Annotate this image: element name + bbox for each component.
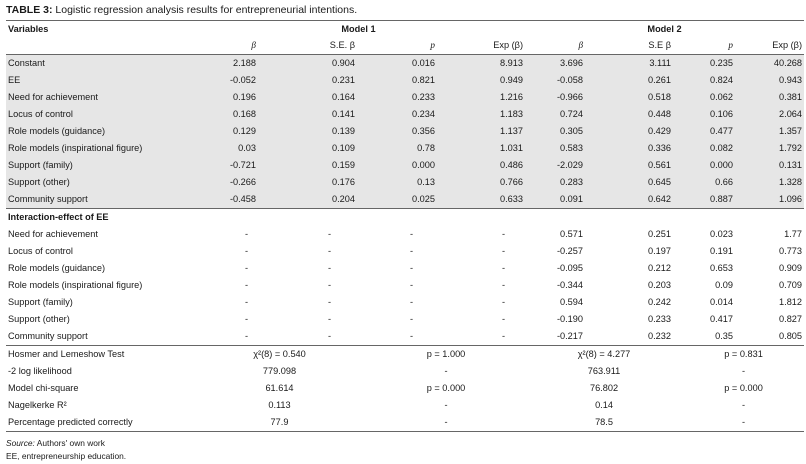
m2-se-header: S.E β	[607, 37, 683, 55]
model1-value: 0.356	[367, 123, 449, 140]
model2-value: 0.943	[765, 72, 804, 89]
model2-fit-p: p = 0.831	[724, 349, 763, 359]
model1-value: 0.13	[367, 174, 449, 191]
model2-value: 0.583	[525, 140, 607, 157]
interaction-heading-row	[6, 209, 804, 227]
model1-value: 0.904	[284, 55, 367, 73]
model1-value: -0.458	[192, 191, 284, 209]
model1-value: -	[501, 280, 506, 290]
model1-value: -	[409, 331, 413, 341]
m1-se-header: S.E. β	[284, 37, 367, 55]
regression-table	[6, 20, 804, 432]
model1-value: 0.176	[284, 174, 367, 191]
model1-fit-stat: χ²(8) = 0.540	[253, 349, 306, 359]
model2-value: 0.232	[648, 331, 672, 341]
model2-value: 0.014	[710, 297, 734, 307]
model2-value: 0.827	[779, 314, 803, 324]
source-note: Source: Authors' own work	[6, 438, 105, 448]
model2-value: 0.477	[683, 123, 765, 140]
model2-fit-p: p = 0.000	[724, 383, 763, 393]
model2-value: 0.106	[683, 106, 765, 123]
model2-value: 0.000	[683, 157, 765, 174]
variables-header: Variables	[6, 21, 192, 38]
variable-label: Support (family)	[6, 157, 192, 174]
model2-value: 0.429	[607, 123, 683, 140]
variable-label: Role models (guidance)	[8, 263, 106, 273]
model1-value: 0.821	[367, 72, 449, 89]
fit-label: Model chi-square	[8, 383, 79, 393]
model2-value: 0.242	[648, 297, 672, 307]
model2-value: 1.096	[765, 191, 804, 209]
model2-value: 0.09	[715, 280, 734, 290]
fit-label: Nagelkerke R²	[8, 400, 67, 410]
m1-exp-header: Exp (β)	[449, 37, 525, 55]
model2-value: 0.887	[683, 191, 765, 209]
table-title: Logistic regression analysis results for entrepreneurial intentions.	[55, 4, 358, 16]
model1-value: -	[244, 263, 248, 273]
model1-value: -	[327, 331, 331, 341]
model2-fit-p: -	[741, 400, 746, 410]
model2-value: 0.66	[683, 174, 765, 191]
fit-row	[6, 346, 804, 364]
model1-value: -	[244, 229, 248, 239]
variable-label: Role models (guidance)	[6, 123, 192, 140]
interaction-heading: Interaction-effect of EE	[8, 212, 109, 222]
model1-value: 0.231	[284, 72, 367, 89]
table-row	[6, 311, 804, 328]
model1-value: 0.025	[367, 191, 449, 209]
model1-value: -	[501, 263, 506, 273]
model1-value: 1.216	[449, 89, 525, 106]
table-row	[6, 72, 804, 89]
model1-value: 1.183	[449, 106, 525, 123]
model1-value: 0.234	[367, 106, 449, 123]
model2-value: -0.344	[556, 280, 584, 290]
abbreviation-note: EE, entrepreneurship education.	[6, 451, 127, 461]
model1-value: 0.109	[284, 140, 367, 157]
model1-value: 0.233	[367, 89, 449, 106]
model2-value: 0.709	[779, 280, 803, 290]
model2-value: 0.645	[607, 174, 683, 191]
model1-value: -	[409, 280, 413, 290]
table-row	[6, 89, 804, 106]
table-row	[6, 140, 804, 157]
variable-label: Community support	[6, 191, 192, 209]
model2-value: -2.029	[525, 157, 607, 174]
model1-value: 0.000	[367, 157, 449, 174]
model1-value: -	[501, 331, 506, 341]
model2-value: 0.203	[648, 280, 672, 290]
model2-value: 0.381	[765, 89, 804, 106]
model2-value: 0.062	[683, 89, 765, 106]
variable-label: Constant	[6, 55, 192, 73]
model1-fit-p: -	[367, 414, 525, 432]
model2-value: 0.212	[648, 263, 672, 273]
model2-value: 0.336	[607, 140, 683, 157]
model2-value: 0.642	[607, 191, 683, 209]
table-row	[6, 55, 804, 73]
model2-value: 1.77	[784, 229, 803, 239]
model1-value: -	[409, 297, 413, 307]
variable-label: Support (family)	[8, 297, 73, 307]
model1-fit-p: p = 1.000	[426, 349, 466, 359]
model2-value: 0.571	[560, 229, 584, 239]
model2-value: 0.091	[525, 191, 607, 209]
model1-value: -	[327, 246, 331, 256]
model2-value: -0.966	[525, 89, 607, 106]
model2-value: 1.328	[765, 174, 804, 191]
model1-value: 0.168	[192, 106, 284, 123]
model2-value: 0.35	[715, 331, 734, 341]
table-notes	[6, 437, 126, 463]
model1-fit-p: -	[444, 400, 448, 410]
model1-value: 0.949	[449, 72, 525, 89]
model2-value: 0.653	[710, 263, 734, 273]
model2-value: 40.268	[765, 55, 804, 73]
model2-value: 0.131	[765, 157, 804, 174]
model2-fit-p: -	[741, 366, 746, 376]
model2-value: 0.724	[525, 106, 607, 123]
model2-value: 0.448	[607, 106, 683, 123]
model2-value: 0.251	[648, 229, 672, 239]
model1-value: -	[409, 263, 413, 273]
model1-value: -	[501, 314, 506, 324]
model2-value: 0.235	[683, 55, 765, 73]
model2-value: 0.261	[607, 72, 683, 89]
fit-row	[6, 397, 804, 414]
fit-row	[6, 363, 804, 380]
model1-fit-stat: 77.9	[192, 414, 367, 432]
model2-value: 0.082	[683, 140, 765, 157]
model1-value: -0.721	[192, 157, 284, 174]
variable-label: Role models (inspirational figure)	[6, 140, 192, 157]
model1-value: 0.196	[192, 89, 284, 106]
model1-fit-stat: 0.113	[268, 400, 291, 410]
m1-p-header: p	[367, 37, 449, 55]
model1-value: 0.204	[284, 191, 367, 209]
model1-value: -	[409, 314, 413, 324]
model1-value: 0.016	[367, 55, 449, 73]
variable-label: Locus of control	[8, 246, 73, 256]
model1-value: -	[409, 229, 413, 239]
model2-value: 0.023	[710, 229, 734, 239]
variable-label: EE	[6, 72, 192, 89]
model1-fit-stat: 779.098	[262, 366, 297, 376]
model1-value: -	[501, 297, 506, 307]
table-row	[6, 106, 804, 123]
model1-fit-p: p = 0.000	[426, 383, 466, 393]
model1-fit-stat: 61.614	[265, 383, 294, 393]
model1-value: 0.03	[192, 140, 284, 157]
table-caption	[6, 3, 357, 17]
model1-value: -	[244, 297, 248, 307]
model1-value: -	[409, 246, 413, 256]
fit-label: Percentage predicted correctly	[6, 414, 192, 432]
model2-fit-stat: χ²(8) = 4.277	[577, 349, 631, 359]
table-label: TABLE 3:	[6, 4, 53, 16]
table-row	[6, 191, 804, 209]
model1-value: 0.766	[449, 174, 525, 191]
model1-value: -	[244, 314, 248, 324]
model2-value: 0.233	[648, 314, 672, 324]
m2-beta-header: β	[525, 37, 607, 55]
model1-value: -	[501, 229, 506, 239]
model2-value: 1.792	[765, 140, 804, 157]
model1-value: -	[501, 246, 506, 256]
model2-value: 3.696	[525, 55, 607, 73]
model2-value: 0.773	[779, 246, 803, 256]
model1-value: 8.913	[449, 55, 525, 73]
fit-label: -2 log likelihood	[8, 366, 72, 376]
variable-label: Need for achievement	[8, 229, 98, 239]
model2-value: 0.417	[710, 314, 734, 324]
model1-value: -	[244, 246, 248, 256]
table-row	[6, 157, 804, 174]
m2-exp-header: Exp (β)	[765, 37, 804, 55]
variable-label: Locus of control	[6, 106, 192, 123]
model1-value: -	[327, 314, 331, 324]
model2-value: 0.594	[560, 297, 584, 307]
model1-value: 0.164	[284, 89, 367, 106]
table-row	[6, 226, 804, 243]
table-row	[6, 260, 804, 277]
model1-value: 0.78	[367, 140, 449, 157]
variable-label: Support (other)	[8, 314, 70, 324]
model1-value: 0.633	[449, 191, 525, 209]
blank-header-cell	[6, 37, 192, 55]
header-row-models	[6, 21, 804, 38]
model2-value: 0.197	[648, 246, 672, 256]
model2-value: -0.095	[556, 263, 584, 273]
variable-label: Role models (inspirational figure)	[8, 280, 143, 290]
model1-value: -	[244, 331, 248, 341]
table-row	[6, 328, 804, 346]
model1-value: -	[327, 280, 331, 290]
model2-value: 0.191	[710, 246, 734, 256]
model2-value: -0.217	[556, 331, 584, 341]
model1-value: -	[327, 263, 331, 273]
model2-value: -0.190	[556, 314, 584, 324]
model1-value: 0.486	[449, 157, 525, 174]
table-row	[6, 243, 804, 260]
variable-label: Support (other)	[6, 174, 192, 191]
model1-value: 2.188	[192, 55, 284, 73]
m2-p-header: p	[683, 37, 765, 55]
fit-row	[6, 414, 804, 432]
model2-fit-stat: 763.911	[587, 366, 621, 376]
header-row-columns	[6, 37, 804, 55]
model2-value: 0.561	[607, 157, 683, 174]
model1-fit-p: -	[444, 366, 448, 376]
model2-fit-stat: 78.5	[525, 414, 683, 432]
model2-value: 0.518	[607, 89, 683, 106]
model1-value: 1.137	[449, 123, 525, 140]
fit-label: Hosmer and Lemeshow Test	[8, 349, 125, 359]
model2-value: 0.824	[683, 72, 765, 89]
model2-value: -0.058	[525, 72, 607, 89]
model2-value: 1.812	[779, 297, 803, 307]
model2-fit-stat: 0.14	[595, 400, 613, 410]
variable-label: Community support	[8, 331, 88, 341]
model1-value: -	[327, 229, 331, 239]
model1-value: 1.031	[449, 140, 525, 157]
model2-value: 2.064	[765, 106, 804, 123]
model1-value: 0.129	[192, 123, 284, 140]
model1-header: Model 1	[192, 21, 525, 38]
model1-value: 0.139	[284, 123, 367, 140]
model2-value: 0.305	[525, 123, 607, 140]
model2-value: -0.257	[556, 246, 584, 256]
table-row	[6, 294, 804, 311]
model1-value: -	[244, 280, 248, 290]
model2-fit-stat: 76.802	[589, 383, 619, 393]
variable-label: Need for achievement	[6, 89, 192, 106]
model2-value: 0.283	[525, 174, 607, 191]
model1-value: -0.052	[192, 72, 284, 89]
table-row	[6, 174, 804, 191]
model2-value: 1.357	[765, 123, 804, 140]
model2-fit-p: -	[683, 414, 804, 432]
model1-value: -0.266	[192, 174, 284, 191]
model2-value: 0.805	[779, 331, 803, 341]
table-row	[6, 123, 804, 140]
model1-value: 0.141	[284, 106, 367, 123]
fit-row	[6, 380, 804, 397]
model2-value: 0.909	[779, 263, 803, 273]
model2-header: Model 2	[525, 21, 804, 38]
m1-beta-header: β	[192, 37, 284, 55]
table-row	[6, 277, 804, 294]
model1-value: 0.159	[284, 157, 367, 174]
model2-value: 3.111	[607, 55, 683, 73]
model1-value: -	[327, 297, 331, 307]
